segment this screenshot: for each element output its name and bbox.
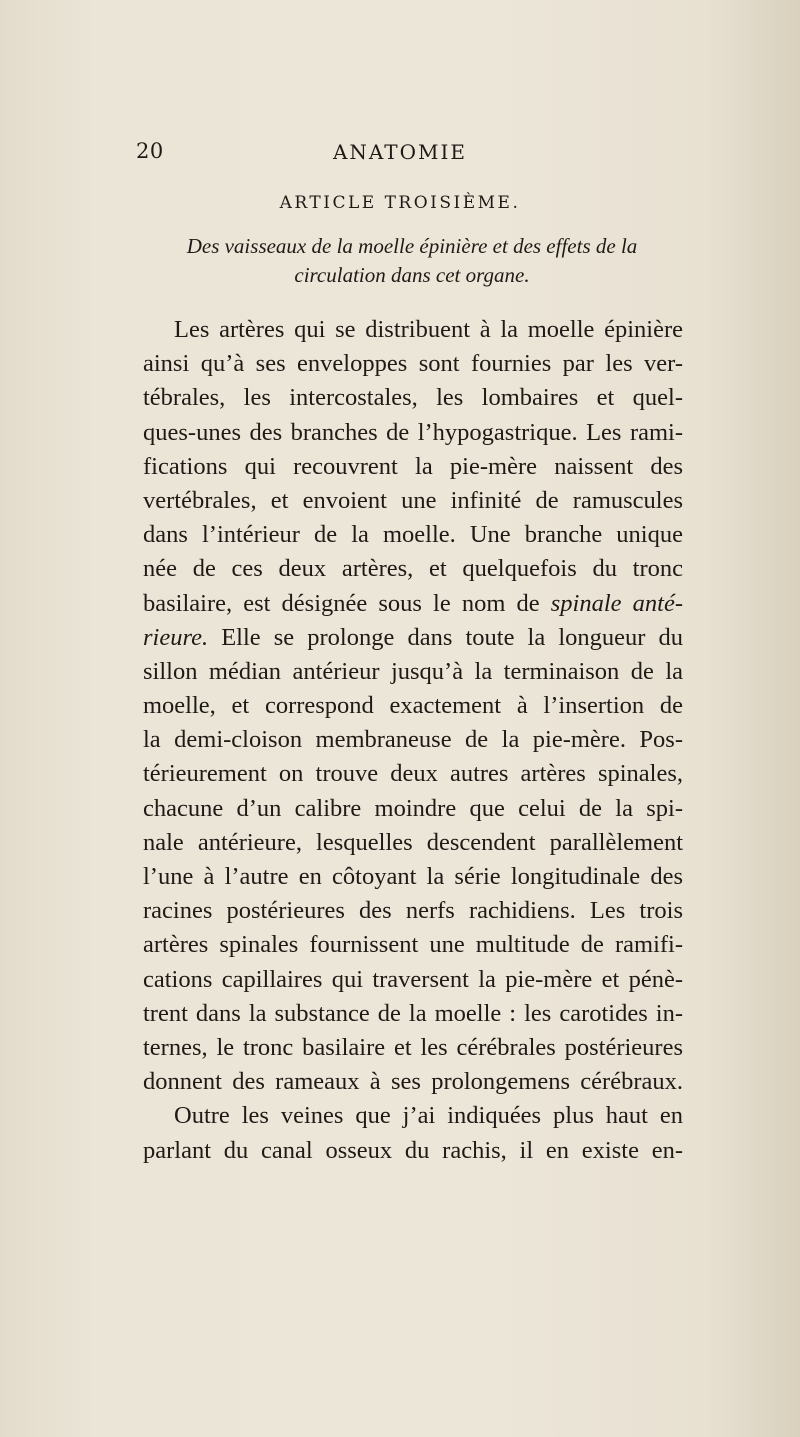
text-line: fications qui recouvrent la pie-mère naissent des	[143, 452, 683, 480]
subtitle-line: circulation dans cet organe.	[294, 263, 530, 287]
page-number: 20	[136, 139, 164, 163]
italic-term: spinale anté-	[550, 589, 683, 617]
text-line: artères spinales fournissent une multitude de ramifi-	[143, 931, 683, 959]
text-line: parlant du canal osseux du rachis, il en existe en-	[143, 1136, 683, 1164]
text-line: racines postérieures des nerfs rachidiens. Les trois	[143, 897, 683, 925]
body-paragraph	[143, 313, 683, 1168]
text-line: moelle, et correspond exactement à l’insertion de	[143, 692, 683, 720]
text-line: sillon médian antérieur jusqu’à la terminaison de la	[143, 657, 683, 685]
text-line: térieurement on trouve deux autres artères spinales,	[143, 760, 683, 788]
text-line: donnent des rameaux à ses prolongemens cérébraux.	[143, 1068, 683, 1096]
article-title: ARTICLE TROISIÈME.	[279, 193, 521, 213]
text-segment: basilaire, est désignée sous le nom de	[143, 589, 540, 617]
text-line: l’une à l’autre en côtoyant la série longitudinale des	[143, 863, 683, 890]
text-line: vertébrales, et envoient une infinité de ramuscules	[143, 486, 683, 514]
text-line: Les artères qui se distribuent à la moelle épinière	[174, 316, 683, 343]
subtitle-line: Des vaisseaux de la moelle épinière et des effets de la	[186, 234, 638, 258]
text-line: née de ces deux artères, et quelquefois du tronc	[143, 555, 683, 583]
text-line: Outre les veines que j’ai indiquées plus haut en	[174, 1102, 683, 1130]
text-line	[143, 587, 683, 621]
italic-term-end: rieure.	[143, 623, 209, 651]
text-line: cations capillaires qui traversent la pie-mère et pénè-	[143, 965, 683, 993]
text-line: ainsi qu’à ses enveloppes sont fournies par les ver-	[143, 350, 683, 378]
text-line: trent dans la substance de la moelle : les carotides in-	[143, 999, 683, 1027]
article-subtitle	[143, 232, 681, 290]
text-line: dans l’intérieur de la moelle. Une branche unique	[143, 521, 683, 549]
text-line: tébrales, les intercostales, les lombaires et quel-	[143, 384, 683, 412]
text-line: ternes, le tronc basilaire et les cérébrales postérieures	[143, 1033, 683, 1061]
text-line: chacune d’un calibre moindre que celui de la spi-	[143, 794, 683, 822]
running-head: ANATOMIE	[332, 140, 467, 164]
text-line	[143, 621, 683, 655]
text-line: la demi-cloison membraneuse de la pie-mère. Pos-	[143, 726, 683, 754]
text-segment: Elle se prolonge dans toute la longueur du	[221, 623, 684, 651]
text-line: nale antérieure, lesquelles descendent parallèlement	[143, 828, 683, 856]
text-line: ques-unes des branches de l’hypogastrique. Les rami-	[143, 418, 683, 446]
